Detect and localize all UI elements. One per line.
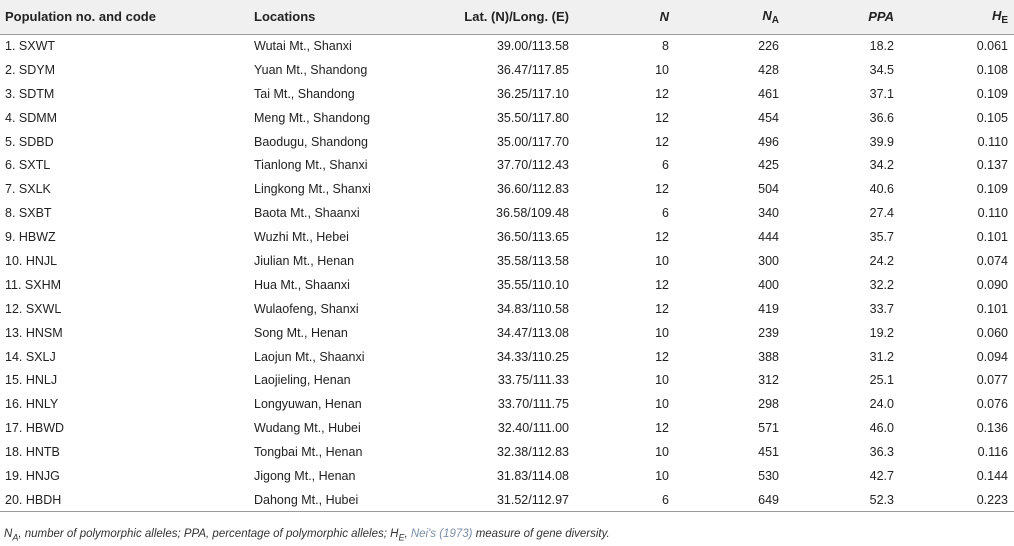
cell-na: 312 [758, 373, 779, 388]
cell-n: 10 [655, 445, 669, 460]
cell-location: Dahong Mt., Hubei [248, 488, 423, 512]
cell-he: 0.110 [977, 206, 1008, 221]
cell-na: 571 [758, 421, 779, 436]
cell-n: 12 [655, 301, 669, 316]
cell-code: 1. SXWT [5, 39, 56, 54]
cell-n: 12 [655, 110, 669, 125]
cell-he: 0.137 [976, 158, 1008, 173]
header-ppa: PPA [785, 0, 900, 34]
cell-code: 14. SXLJ [5, 349, 56, 364]
cell-he: 0.109 [976, 182, 1008, 197]
cell-na: 461 [758, 86, 779, 101]
cell-na: 419 [758, 301, 779, 316]
header-he [900, 0, 1014, 34]
table-row [0, 82, 1014, 106]
header-na [675, 0, 785, 34]
table-row [0, 440, 1014, 464]
cell-ppa: 34.2 [869, 158, 894, 173]
cell-code: 17. HBWD [5, 421, 65, 436]
cell-na: 444 [758, 230, 779, 245]
header-he-sub: E [1001, 14, 1008, 26]
cell-he: 0.105 [976, 110, 1008, 125]
cell-location: Baodugu, Shandong [254, 134, 368, 149]
cell-latlong: 33.70/111.75 [497, 397, 569, 412]
table-header-row [0, 0, 1014, 34]
cell-latlong: 35.55/110.10 [496, 277, 569, 292]
cell-location: Wutai Mt., Shanxi [254, 39, 352, 54]
cell-latlong: 36.25/117.10 [496, 86, 569, 101]
cell-location: Jiulian Mt., Henan [254, 253, 355, 268]
cell-location: Longyuwan, Henan [254, 397, 362, 412]
cell-location: Baota Mt., Shaanxi [254, 206, 360, 221]
cell-n: 10 [655, 325, 669, 340]
cell-n: 10 [655, 62, 669, 77]
cell-location: Hua Mt., Shaanxi [254, 277, 350, 292]
cell-latlong: 34.47/113.08 [496, 325, 569, 340]
cell-na: 340 [758, 206, 779, 221]
cell-code: 7. SXLK [5, 182, 51, 197]
table-row [0, 368, 1014, 392]
table-row [0, 321, 1014, 345]
cell-code: 9. HBWZ [5, 230, 56, 245]
table-row [0, 130, 1014, 154]
cell-he: 0.136 [976, 421, 1008, 436]
table-row [0, 345, 1014, 369]
cell-code: 20. HBDH [0, 488, 248, 512]
cell-he: 0.061 [976, 39, 1008, 54]
cell-he: 0.101 [976, 230, 1008, 245]
header-latlong: Lat. (N)/Long. (E) [423, 0, 575, 34]
cell-na: 428 [758, 62, 779, 77]
cell-latlong: 35.58/113.58 [496, 253, 569, 268]
table-body [0, 34, 1014, 512]
cell-he: 0.076 [976, 397, 1008, 412]
cell-code: 16. HNLY [5, 397, 59, 412]
cell-he: 0.109 [976, 86, 1008, 101]
table-footnote [4, 528, 610, 542]
footnote-na: N [4, 528, 13, 540]
cell-code: 5. SDBD [5, 134, 54, 149]
cell-code: 15. HNLJ [5, 373, 58, 388]
cell-na: 298 [758, 397, 779, 412]
cell-ppa: 36.6 [869, 110, 894, 125]
cell-code: 4. SDMM [5, 110, 58, 125]
cell-he: 0.060 [976, 325, 1008, 340]
cell-ppa: 39.9 [869, 134, 894, 149]
cell-n: 6 [662, 158, 669, 173]
cell-n: 8 [662, 39, 669, 54]
cell-n: 12 [655, 230, 669, 245]
cell-n: 10 [655, 468, 669, 483]
footnote-part1: , number of polymorphic alleles; PPA, percentage of polymorphic alleles; H [18, 528, 399, 540]
header-location: Locations [248, 0, 423, 34]
table-row [0, 58, 1014, 82]
cell-code: 8. SXBT [5, 206, 52, 221]
cell-n: 12 [655, 86, 669, 101]
cell-location: Lingkong Mt., Shanxi [254, 182, 371, 197]
cell-location: Wudang Mt., Hubei [254, 421, 361, 436]
table-row [0, 392, 1014, 416]
table-row [0, 297, 1014, 321]
cell-ppa: 31.2 [869, 349, 894, 364]
cell-na: 226 [758, 39, 779, 54]
cell-code: 3. SDTM [5, 86, 55, 101]
cell-he: 0.223 [900, 488, 1014, 512]
cell-n: 10 [655, 253, 669, 268]
header-n: N [575, 0, 675, 34]
cell-location: Laojun Mt., Shaanxi [254, 349, 365, 364]
cell-ppa: 34.5 [869, 62, 894, 77]
cell-n: 12 [655, 134, 669, 149]
cell-n: 12 [655, 277, 669, 292]
cell-n: 6 [662, 206, 669, 221]
cell-code: 10. HNJL [5, 253, 58, 268]
cell-location: Jigong Mt., Henan [254, 468, 356, 483]
footnote-reference-link[interactable]: Nei's (1973) [410, 528, 473, 540]
header-na-sub: A [771, 14, 779, 26]
table-row [0, 273, 1014, 297]
cell-n: 10 [655, 373, 669, 388]
cell-code: 11. SXHM [5, 277, 62, 292]
cell-ppa: 27.4 [869, 206, 894, 221]
cell-na: 496 [758, 134, 779, 149]
cell-na: 451 [758, 445, 779, 460]
cell-n: 12 [655, 349, 669, 364]
cell-ppa: 24.0 [869, 397, 894, 412]
cell-he: 0.101 [976, 301, 1008, 316]
cell-latlong: 34.33/110.25 [496, 349, 569, 364]
cell-ppa: 35.7 [869, 230, 894, 245]
cell-n: 6 [575, 488, 675, 512]
cell-latlong: 36.58/109.48 [496, 206, 569, 221]
cell-latlong: 32.40/111.00 [497, 421, 569, 436]
cell-location: Yuan Mt., Shandong [254, 62, 368, 77]
cell-ppa: 36.3 [869, 445, 894, 460]
cell-na: 504 [758, 182, 779, 197]
footnote-part3: measure of gene diversity. [472, 528, 610, 540]
cell-code: 6. SXTL [5, 158, 51, 173]
cell-n: 12 [655, 182, 669, 197]
cell-na: 649 [675, 488, 785, 512]
cell-location: Tai Mt., Shandong [254, 86, 355, 101]
cell-code: 18. HNTB [5, 445, 60, 460]
cell-na: 530 [758, 468, 779, 483]
cell-latlong: 35.00/117.70 [496, 134, 569, 149]
cell-ppa: 42.7 [869, 468, 894, 483]
cell-ppa: 32.2 [869, 277, 894, 292]
cell-he: 0.074 [976, 253, 1008, 268]
table-row [0, 416, 1014, 440]
cell-ppa: 52.3 [785, 488, 900, 512]
cell-he: 0.090 [976, 277, 1008, 292]
cell-location: Song Mt., Henan [254, 325, 348, 340]
cell-he: 0.077 [976, 373, 1008, 388]
cell-na: 239 [758, 325, 779, 340]
cell-n: 12 [655, 421, 669, 436]
footnote-he-sub: E [398, 532, 405, 543]
table-row [0, 249, 1014, 273]
cell-ppa: 18.2 [869, 39, 894, 54]
cell-ppa: 25.1 [869, 373, 894, 388]
cell-code: 13. HNSM [5, 325, 63, 340]
cell-na: 425 [758, 158, 779, 173]
table-row [0, 106, 1014, 130]
cell-na: 400 [758, 277, 779, 292]
cell-location: Tongbai Mt., Henan [254, 445, 363, 460]
header-code: Population no. and code [0, 0, 248, 34]
cell-latlong: 35.50/117.80 [496, 110, 569, 125]
cell-location: Wulaofeng, Shanxi [254, 301, 359, 316]
cell-he: 0.110 [977, 134, 1008, 149]
cell-he: 0.108 [976, 62, 1008, 77]
cell-latlong: 32.38/112.83 [496, 445, 569, 460]
cell-location: Tianlong Mt., Shanxi [254, 158, 368, 173]
cell-he: 0.116 [977, 445, 1008, 460]
cell-code: 12. SXWL [5, 301, 62, 316]
cell-latlong: 36.47/117.85 [496, 62, 569, 77]
cell-location: Wuzhi Mt., Hebei [254, 230, 349, 245]
cell-location: Laojieling, Henan [254, 373, 351, 388]
cell-latlong: 33.75/111.33 [497, 373, 569, 388]
table-row [0, 177, 1014, 201]
table-row [0, 153, 1014, 177]
cell-ppa: 40.6 [869, 182, 894, 197]
cell-latlong: 37.70/112.43 [496, 158, 569, 173]
cell-he: 0.094 [976, 349, 1008, 364]
cell-he: 0.144 [976, 468, 1008, 483]
cell-latlong: 31.83/114.08 [496, 468, 569, 483]
cell-code: 19. HNJG [5, 468, 60, 483]
cell-latlong: 34.83/110.58 [496, 301, 569, 316]
footnote-part2: , [404, 528, 411, 540]
cell-ppa: 24.2 [869, 253, 894, 268]
table-row [0, 201, 1014, 225]
table-row [0, 488, 1014, 512]
cell-latlong: 31.52/112.97 [423, 488, 575, 512]
cell-na: 388 [758, 349, 779, 364]
cell-latlong: 36.50/113.65 [496, 230, 569, 245]
cell-ppa: 33.7 [869, 301, 894, 316]
cell-location: Meng Mt., Shandong [254, 110, 371, 125]
cell-latlong: 36.60/112.83 [496, 182, 569, 197]
cell-ppa: 19.2 [869, 325, 894, 340]
cell-na: 454 [758, 110, 779, 125]
cell-code: 2. SDYM [5, 62, 56, 77]
cell-ppa: 46.0 [869, 421, 894, 436]
footnote-na-sub: A [12, 532, 19, 543]
table-row [0, 34, 1014, 58]
header-na-main: N [762, 7, 772, 23]
table-row [0, 464, 1014, 488]
table-row [0, 225, 1014, 249]
header-he-main: H [991, 7, 1002, 23]
cell-na: 300 [758, 253, 779, 268]
cell-n: 10 [655, 397, 669, 412]
cell-ppa: 37.1 [869, 86, 894, 101]
cell-latlong: 39.00/113.58 [496, 39, 569, 54]
